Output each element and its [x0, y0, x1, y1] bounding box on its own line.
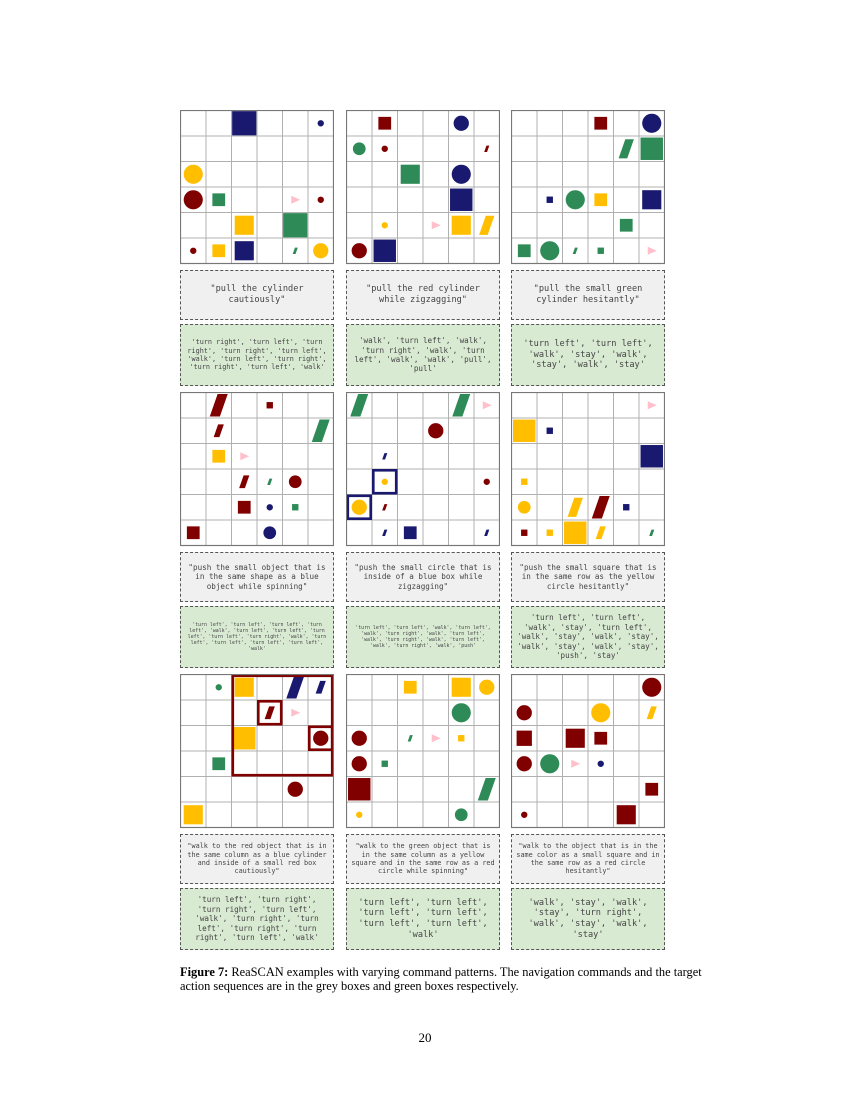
grid-world — [511, 110, 665, 265]
green-circle — [540, 754, 559, 773]
blue-cylinder — [382, 453, 387, 459]
yellow-square — [513, 420, 535, 442]
red-cylinder — [382, 504, 387, 510]
yellow-square — [404, 681, 417, 694]
red-cylinder — [592, 496, 610, 518]
action-sequence: 'turn left', 'turn left', 'turn left', 'turn left', 'walk', 'turn left', 'turn left', 'turn left', 'turn left', 'turn right', 'walk', 'turn left', 'turn left', 'turn left', 'turn left', 'walk' — [180, 606, 334, 668]
red-circle — [184, 190, 203, 209]
red-square — [521, 530, 527, 536]
navigation-command: "walk to the red object that is in the same column as a blue cylinder and inside of a small red box cautiously" — [180, 834, 334, 884]
red-circle — [484, 479, 490, 485]
blue-circle — [267, 504, 273, 510]
yellow-square — [521, 479, 527, 485]
red-circle — [382, 146, 388, 152]
green-circle — [566, 190, 585, 209]
red-square — [238, 501, 251, 514]
green-cylinder — [478, 778, 496, 800]
action-sequence: 'turn left', 'turn left', 'walk', 'stay', 'turn left', 'walk', 'stay', 'walk', 'stay', 'walk', 'stay', 'walk', 'stay', 'push', 'stay' — [511, 606, 665, 668]
yellow-square — [235, 216, 254, 235]
red-square — [617, 805, 636, 824]
grid-world — [346, 392, 500, 547]
action-sequence: 'walk', 'stay', 'walk', 'stay', 'turn right', 'walk', 'stay', 'walk', 'stay' — [511, 888, 665, 950]
page-number: 20 — [418, 1030, 432, 1045]
action-sequence: 'turn left', 'turn left', 'walk', 'stay', 'walk', 'stay', 'walk', 'stay' — [511, 324, 665, 386]
red-square — [378, 117, 391, 130]
blue-cylinder — [316, 681, 326, 694]
yellow-circle — [184, 165, 203, 184]
blue-square — [641, 445, 663, 467]
green-circle — [353, 142, 366, 155]
green-square — [212, 757, 225, 770]
green-cylinder — [267, 479, 272, 485]
red-circle — [288, 782, 303, 797]
pink-triangle — [648, 401, 657, 409]
yellow-circle — [313, 243, 328, 258]
red-cylinder — [484, 146, 489, 152]
red-circle — [289, 475, 302, 488]
blue-cylinder — [382, 530, 387, 536]
navigation-command: "walk to the object that is in the same color as a small square and in the same row as a red circle hesitantly" — [511, 834, 665, 884]
yellow-circle — [352, 500, 367, 515]
pink-triangle — [483, 401, 492, 409]
blue-circle — [318, 120, 324, 126]
red-circle — [318, 197, 324, 203]
red-square — [187, 526, 200, 539]
navigation-command: "push the small circle that is inside of a blue box while zigzagging" — [346, 552, 500, 602]
figure-caption — [180, 965, 720, 993]
navigation-command: "pull the cylinder cautiously" — [180, 270, 334, 320]
green-cylinder — [350, 394, 368, 416]
red-square — [517, 731, 532, 746]
blue-square — [547, 197, 553, 203]
red-circle — [517, 756, 532, 771]
blue-circle — [598, 761, 604, 767]
green-circle — [216, 684, 222, 690]
green-square — [518, 244, 531, 257]
pink-triangle — [648, 247, 657, 255]
red-cylinder — [214, 424, 224, 437]
action-sequence: 'turn right', 'turn left', 'turn right', 'turn right', 'turn left', 'walk', 'turn left', 'turn right', 'turn right', 'turn left', 'walk' — [180, 324, 334, 386]
green-circle — [452, 703, 471, 722]
yellow-square — [233, 727, 255, 749]
pink-triangle — [291, 196, 300, 204]
grid-world — [180, 674, 334, 829]
blue-square — [235, 241, 254, 260]
green-circle — [455, 808, 468, 821]
green-cylinder — [408, 735, 413, 741]
blue-circle — [452, 165, 471, 184]
pink-triangle — [291, 709, 300, 717]
red-circle — [521, 812, 527, 818]
red-cylinder — [239, 475, 249, 488]
red-circle — [313, 731, 328, 746]
yellow-cylinder — [647, 706, 657, 719]
red-cylinder — [210, 394, 228, 416]
yellow-square — [212, 244, 225, 257]
blue-square — [374, 240, 396, 262]
red-square — [348, 778, 370, 800]
yellow-square — [184, 805, 203, 824]
green-cylinder — [649, 530, 654, 536]
yellow-square — [564, 522, 586, 544]
navigation-command: "pull the small green cylinder hesitantly" — [511, 270, 665, 320]
green-square — [382, 761, 388, 767]
red-square — [594, 732, 607, 745]
yellow-square — [452, 678, 471, 697]
blue-circle — [454, 116, 469, 131]
grid-world — [180, 392, 334, 547]
green-square — [641, 138, 663, 160]
yellow-circle — [382, 479, 388, 485]
red-square — [645, 783, 658, 796]
caption-label: Figure 7: — [180, 965, 229, 979]
yellow-cylinder — [479, 216, 494, 235]
green-square — [598, 248, 604, 254]
red-circle — [352, 756, 367, 771]
navigation-command: "push the small square that is in the same row as the yellow circle hesitantly" — [511, 552, 665, 602]
green-circle — [540, 241, 559, 260]
grid-world — [180, 110, 334, 265]
red-square — [594, 117, 607, 130]
blue-square — [642, 190, 661, 209]
pink-triangle — [571, 760, 580, 768]
yellow-square — [235, 678, 254, 697]
green-cylinder — [573, 248, 578, 254]
grid-world — [511, 392, 665, 547]
red-square — [566, 729, 585, 748]
yellow-square — [547, 530, 553, 536]
yellow-circle — [591, 703, 610, 722]
grid-world — [511, 674, 665, 829]
yellow-square — [212, 450, 225, 463]
pink-triangle — [240, 452, 249, 460]
action-sequence: 'walk', 'turn left', 'walk', 'turn right', 'walk', 'turn left', 'walk', 'walk', 'pull', 'pull' — [346, 324, 500, 386]
caption-text: ReaSCAN examples with varying command patterns. The navigation commands and the target action sequences are in the grey boxes and green boxes respectively. — [180, 965, 702, 993]
yellow-circle — [356, 812, 362, 818]
blue-square — [232, 111, 256, 135]
green-cylinder — [619, 139, 634, 158]
blue-cylinder — [286, 676, 304, 698]
red-circle — [428, 423, 443, 438]
green-square — [620, 219, 633, 232]
blue-circle — [642, 114, 661, 133]
yellow-circle — [479, 680, 494, 695]
navigation-command: "pull the red cylinder while zigzagging" — [346, 270, 500, 320]
blue-cylinder — [484, 530, 489, 536]
yellow-circle — [518, 501, 531, 514]
yellow-square — [452, 216, 471, 235]
green-cylinder — [312, 420, 330, 442]
green-square — [401, 165, 420, 184]
red-circle — [352, 731, 367, 746]
yellow-cylinder — [596, 526, 606, 539]
green-square — [283, 213, 307, 237]
green-cylinder — [452, 394, 470, 416]
red-circle — [352, 243, 367, 258]
green-cylinder — [293, 248, 298, 254]
blue-square — [404, 526, 417, 539]
yellow-square — [594, 193, 607, 206]
red-square — [267, 402, 273, 408]
navigation-command: "push the small object that is in the same shape as a blue object while spinning" — [180, 552, 334, 602]
action-sequence: 'turn left', 'turn left', 'turn left', 'turn left', 'turn left', 'turn left', 'walk' — [346, 888, 500, 950]
red-circle — [642, 678, 661, 697]
red-cylinder — [265, 706, 275, 719]
red-circle — [190, 248, 196, 254]
action-sequence: 'turn left', 'turn left', 'walk', 'turn left', 'walk', 'turn right', 'walk', 'turn left', 'walk', 'turn right', 'walk', 'turn left', 'walk', 'turn right', 'walk', 'push' — [346, 606, 500, 668]
pink-triangle — [432, 221, 441, 229]
yellow-square — [458, 735, 464, 741]
yellow-circle — [382, 222, 388, 228]
yellow-cylinder — [568, 498, 583, 517]
grid-world — [346, 674, 500, 829]
navigation-command: "walk to the green object that is in the same column as a yellow square and in the same row as a red circle while spinning" — [346, 834, 500, 884]
green-square — [292, 504, 298, 510]
blue-square — [623, 504, 629, 510]
blue-square — [450, 189, 472, 211]
green-square — [212, 193, 225, 206]
pink-triangle — [432, 734, 441, 742]
blue-square — [547, 428, 553, 434]
action-sequence: 'turn left', 'turn right', 'turn right', 'turn left', 'walk', 'turn right', 'turn left', 'turn right', 'turn right', 'turn left', 'walk' — [180, 888, 334, 950]
blue-circle — [263, 526, 276, 539]
red-circle — [517, 705, 532, 720]
grid-world — [346, 110, 500, 265]
